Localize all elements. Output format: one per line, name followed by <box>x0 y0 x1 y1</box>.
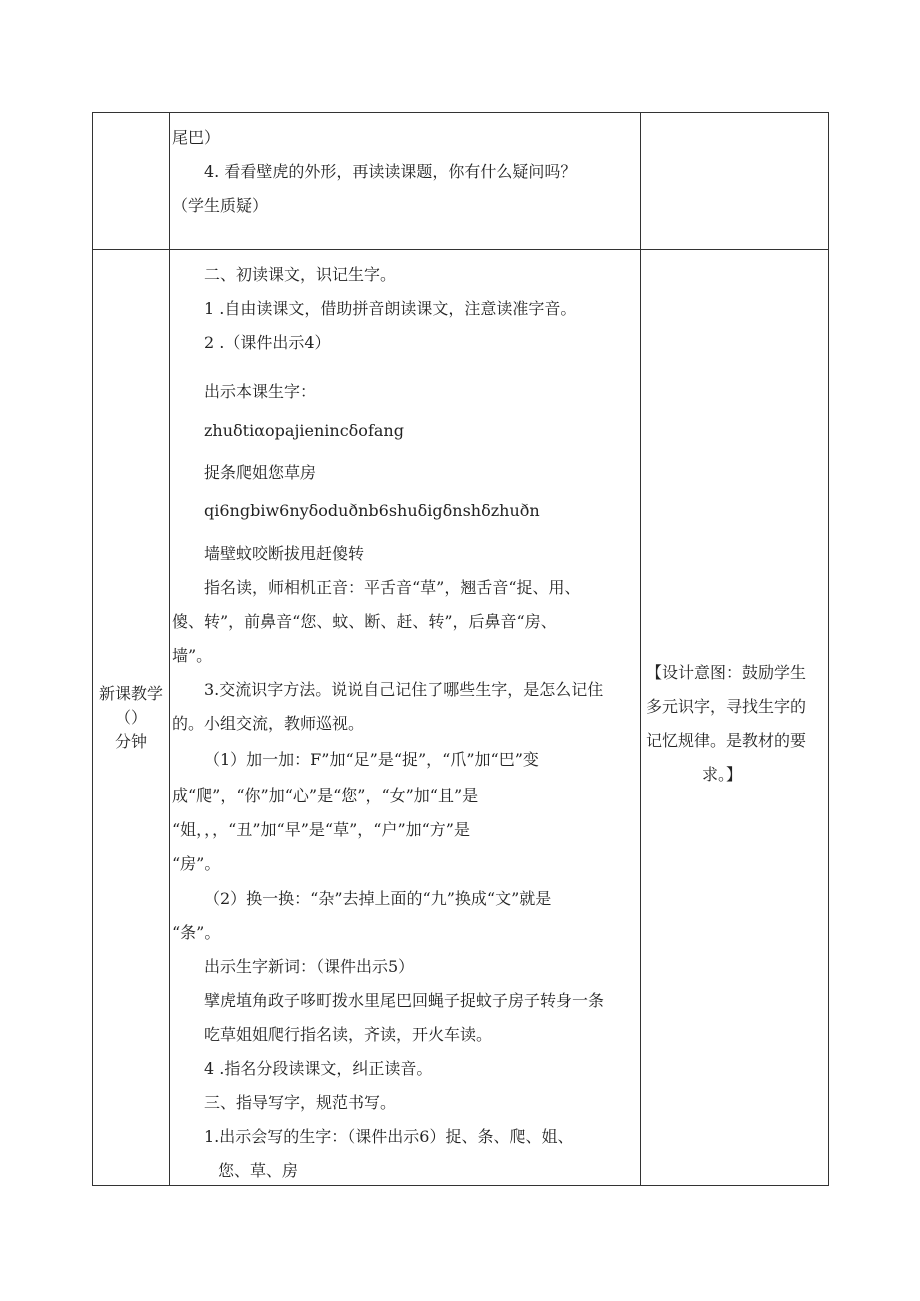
content-line-9: 指名读，师相机正音：平舌音“草”，翘舌音“捉、用、 <box>204 578 581 597</box>
row1-line-3: （学生质疑） <box>172 196 269 215</box>
table-row-divider <box>92 249 829 250</box>
table-border-right <box>828 112 829 1186</box>
section-label-line-1: 新课教学 <box>98 684 163 703</box>
row1-line-2: 4. 看看壁虎的外形，再读读课题，你有什么疑问吗？ <box>204 162 577 181</box>
content-line-2: 1 .自由读课文，借助拼音朗读课文，注意读准字音。 <box>204 299 577 318</box>
design-note-line-3: 记忆规律。是教材的要 <box>646 731 807 750</box>
content-line-6: 捉条爬姐您草房 <box>204 463 317 482</box>
content-line-8: 墙壁蚊咬断拔甩赶傻转 <box>204 544 365 563</box>
content-line-16: “姐，，，“丑”加“早”是“草”，“户”加“方”是 <box>172 820 470 839</box>
table-border-top <box>92 112 829 113</box>
content-line-17: “房”。 <box>172 854 221 873</box>
design-note-line-1: 【设计意图：鼓励学生 <box>646 663 807 682</box>
content-line-10: 傻、转”，前鼻音“您、蚊、断、赶、转”，后鼻音“房、 <box>172 612 557 631</box>
content-line-15: 成“爬”，“你”加“心”是“您”，“女”加“且”是 <box>172 786 479 805</box>
content-line-12: 3.交流识字方法。说说自己记住了哪些生字，是怎么记住 <box>204 680 604 699</box>
design-note-line-4: 求。】 <box>702 765 743 784</box>
content-line-23: 4 .指名分段读课文，纠正读音。 <box>204 1059 433 1078</box>
content-line-11: 墙”。 <box>172 646 213 665</box>
pinyin-line-2: qi6ngbiw6nyδoduðnb6shuδigδnshδzhuðn <box>204 501 540 520</box>
table-border-bottom <box>92 1185 829 1186</box>
content-line-3: 2 .（课件出示4） <box>204 333 331 352</box>
content-line-13: 的。小组交流，教师巡视。 <box>172 714 365 733</box>
section-label-line-2: （） <box>114 708 147 727</box>
pinyin-line-1: zhuδtiαopajieninсδofang <box>204 421 404 440</box>
row1-line-1: 尾巴） <box>172 128 221 147</box>
table-column-divider-2 <box>640 112 641 1186</box>
content-line-1: 二、初读课文，识记生字。 <box>204 265 397 284</box>
table-border-left <box>92 112 93 1186</box>
content-line-21: 擘虎埴角政子哆町拨水里尾巴回蝇子捉蚊子房子转身一条 <box>204 991 605 1010</box>
table-column-divider-1 <box>169 112 170 1186</box>
design-note-line-2: 多元识字，寻找生字的 <box>646 697 807 716</box>
content-line-19: “条”。 <box>172 923 221 942</box>
content-line-20: 出示生字新词：（课件出示5） <box>204 957 415 976</box>
content-line-24: 三、指导写字，规范书写。 <box>204 1093 397 1112</box>
content-line-14: （1）加一加：F”加“足”是“捉”，“爪”加“巴”变 <box>204 750 539 769</box>
content-line-22: 吃草姐姐爬行指名读，齐读，开火车读。 <box>204 1025 493 1044</box>
design-intent-note <box>646 656 826 792</box>
section-label-line-3: 分钟 <box>114 732 147 751</box>
section-label <box>92 682 170 754</box>
content-line-25: 1.出示会写的生字：（课件出示6）捉、条、爬、姐、 <box>204 1127 574 1146</box>
content-line-26: 您、草、房 <box>218 1161 299 1180</box>
content-line-4: 出示本课生字： <box>204 382 317 401</box>
content-line-18: （2）换一换：“杂”去掉上面的“九”换成“文”就是 <box>204 889 552 908</box>
